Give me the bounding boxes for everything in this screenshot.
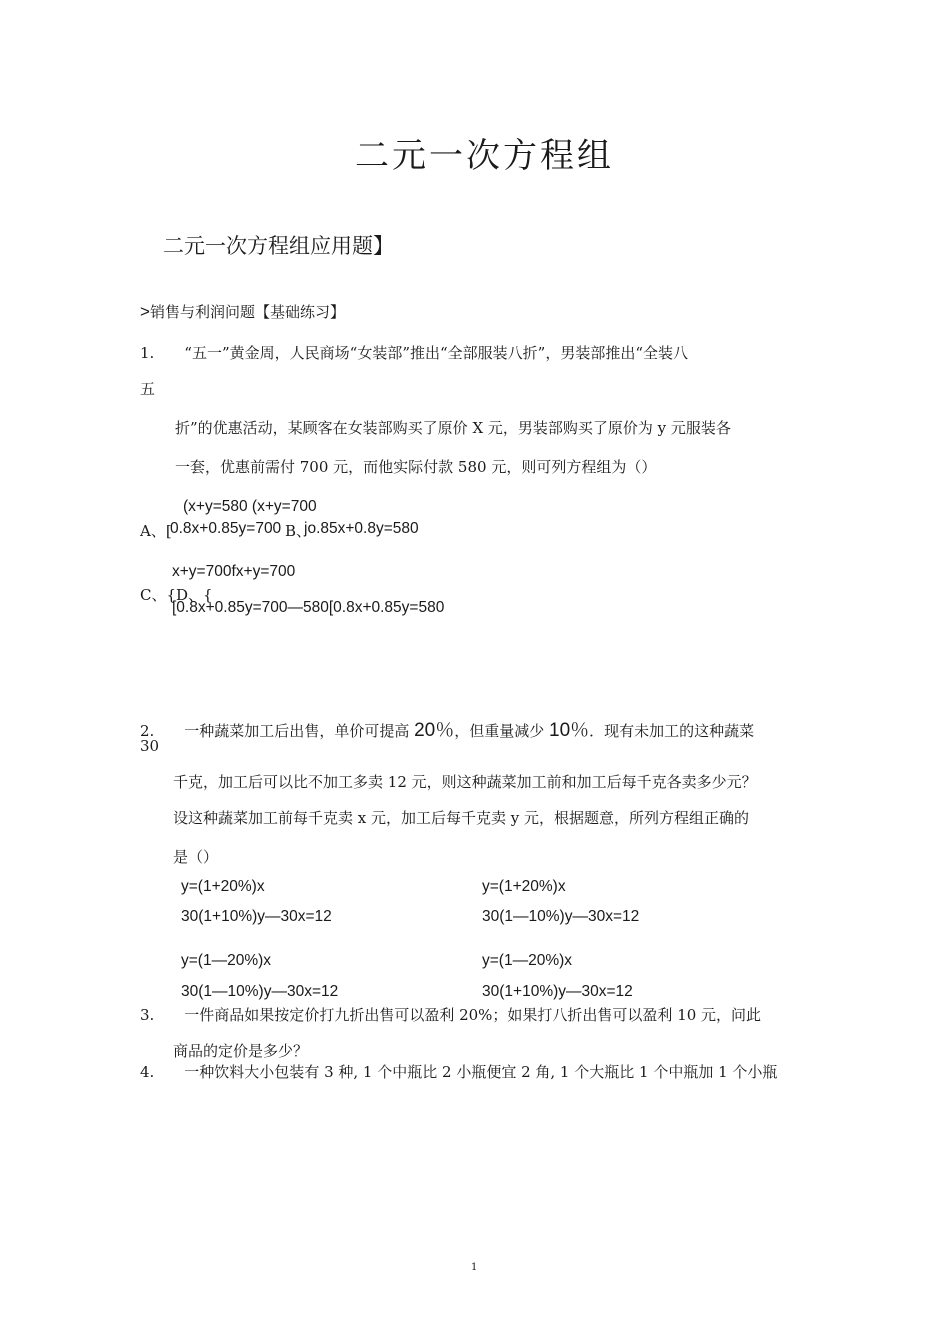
q2-percent-10: 10％	[549, 720, 590, 741]
q1-line2: 五	[140, 380, 156, 398]
q1-option-b-label: B、	[285, 522, 312, 540]
q2-option-a-eq1: y=(1+20%)x	[181, 878, 265, 895]
q1-option-b-eq: jo.85x+0.8y=580	[304, 520, 419, 537]
q1-option-a-eq: 0.8x+0.85y=700	[170, 520, 282, 537]
q1-option-a-label: A、[	[140, 522, 172, 540]
q1-options-cd-labels: C、{D、{	[140, 586, 213, 604]
q2-percent-20: 20％	[414, 720, 455, 741]
section-heading: 二元一次方程组应用题】	[163, 234, 394, 258]
q2-line2: 30	[140, 737, 160, 755]
q1-line1: 1. “五一”黄金周，人民商场“女装部”推出“全部服装八折”，男装部推出“全装八	[140, 344, 688, 362]
q2-option-a-eq2: 30(1+10%)y—30x=12	[181, 908, 332, 925]
q1-options-ab-top: (x+y=580 (x+y=700	[183, 498, 317, 515]
q2-line1-e: ．现有未加工的这种蔬菜	[589, 722, 755, 740]
q2-option-b-eq2: 30(1—10%)y—30x=12	[482, 908, 640, 925]
q1-line3: 折”的优惠活动，某顾客在女装部购买了原价 X 元，男装部购买了原价为 y 元服装各	[175, 419, 731, 437]
q2-line4: 设这种蔬菜加工前每千克卖 x 元，加工后每千克卖 y 元，根据题意，所列方程组正确的	[173, 809, 750, 827]
q2-option-d-eq1: y=(1—20%)x	[482, 952, 573, 969]
q2-option-c-eq1: y=(1—20%)x	[181, 952, 272, 969]
q3-line1: 3. 一件商品如果按定价打九折出售可以盈利 20%；如果打八折出售可以盈利 10 元，问此	[140, 1006, 762, 1024]
q2-option-d-eq2: 30(1+10%)y—30x=12	[482, 983, 633, 1000]
q2-line5: 是（）	[173, 848, 219, 866]
q1-line4: 一套，优惠前需付 700 元，而他实际付款 580 元，则可列方程组为（）	[175, 458, 657, 476]
bullet-arrow-icon: >	[140, 302, 150, 321]
q1-options-cd-top: x+y=700fx+y=700	[172, 563, 296, 580]
q2-line1-c: ，但重量减少	[454, 722, 550, 740]
q2-line1-a: 2. 一种蔬菜加工后出售，单价可提高	[140, 722, 415, 740]
page-title: 二元一次方程组	[355, 136, 614, 176]
q2-line1	[140, 715, 754, 742]
subsection-heading	[140, 301, 345, 322]
q1-options-cd-bottom: [0.8x+0.85y=700—580[0.8x+0.85y=580	[172, 599, 445, 616]
q4-line1: 4. 一种饮料大小包装有 3 种, 1 个中瓶比 2 小瓶便宜 2 角, 1 个大瓶比 1 个中瓶加 1 个小瓶	[140, 1063, 778, 1081]
subsection-label: 销售与利润问题【基础练习】	[149, 303, 345, 321]
q2-line3: 千克，加工后可以比不加工多卖 12 元，则这种蔬菜加工前和加工后每千克各卖多少元？	[173, 773, 757, 791]
q2-option-b-eq1: y=(1+20%)x	[482, 878, 566, 895]
q3-line2: 商品的定价是多少？	[173, 1042, 309, 1060]
page-number: 1	[471, 1262, 478, 1273]
q2-option-c-eq2: 30(1—10%)y—30x=12	[181, 983, 339, 1000]
